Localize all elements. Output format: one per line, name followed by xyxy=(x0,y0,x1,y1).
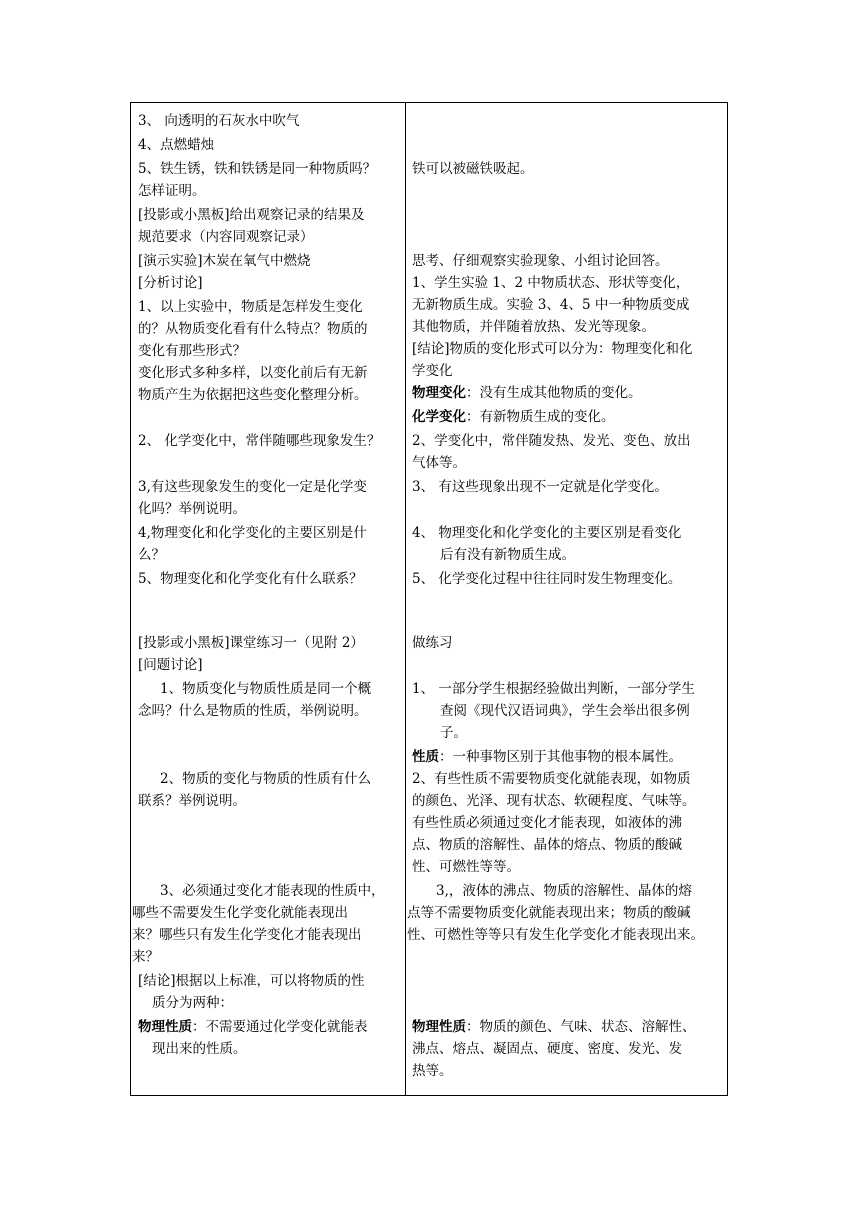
left-column-line xyxy=(138,1018,368,1036)
left-column-line xyxy=(138,500,246,518)
line-text: 1、 一部分学生根据经验做出判断，一部分学生 xyxy=(412,681,695,697)
line-text: 1、以上实验中，物质是怎样发生变化 xyxy=(138,299,363,315)
line-text: 性、可燃性等等。 xyxy=(412,859,520,875)
term-label: 物理性质 xyxy=(412,1019,466,1035)
line-text: ：不需要通过化学变化就能表 xyxy=(192,1019,368,1035)
line-text: ：没有生成其他物质的变化。 xyxy=(466,385,642,401)
line-text: 3、 向透明的石灰水中吹气 xyxy=(138,113,300,129)
right-column-line xyxy=(412,454,466,472)
left-column-line xyxy=(138,112,299,130)
left-column-line xyxy=(138,656,203,674)
left-column-line xyxy=(152,1040,247,1058)
line-text: 有些性质必须通过变化才能表现，如液体的沸 xyxy=(412,815,682,831)
left-column-line xyxy=(138,524,367,542)
line-text: 哪些不需要发生化学变化就能表现出 xyxy=(132,905,348,921)
right-column-line xyxy=(440,724,467,742)
term-label: 化学变化 xyxy=(412,409,466,425)
left-column-line xyxy=(138,364,368,382)
line-text: 2、学变化中，常伴随发热、发光、变色、放出 xyxy=(412,433,691,449)
line-text: 3、必须通过变化才能表现的性质中， xyxy=(160,883,385,899)
line-text: [分析讨论] xyxy=(138,275,203,291)
right-column-line xyxy=(412,770,691,788)
line-text: 热等。 xyxy=(412,1063,453,1079)
left-column-line xyxy=(132,926,362,944)
left-column-line xyxy=(138,478,367,496)
line-text: ：有新物质生成的变化。 xyxy=(466,409,615,425)
line-text: 思考、仔细观察实验现象、小组讨论回答。 xyxy=(412,253,669,269)
left-column-line xyxy=(138,274,203,292)
line-text: 5、物理变化和化学变化有什么联系？ xyxy=(138,571,363,587)
line-text: 联系？举例说明。 xyxy=(138,793,246,809)
term-label: 性质 xyxy=(412,749,439,765)
left-column-line xyxy=(138,206,365,224)
line-text: [结论]根据以上标准，可以将物质的性 xyxy=(138,973,365,989)
line-text: 子。 xyxy=(440,725,467,741)
line-text: 2、 化学变化中，常伴随哪些现象发生？ xyxy=(138,433,381,449)
line-text: 怎样证明。 xyxy=(138,183,206,199)
column-divider xyxy=(405,103,406,1095)
left-column-line xyxy=(138,320,368,338)
line-text: 变化形式多种多样，以变化前后有无新 xyxy=(138,365,368,381)
left-column-line xyxy=(132,948,159,966)
left-column-line xyxy=(160,770,371,788)
right-column-line xyxy=(407,904,691,922)
line-text: ：物质的颜色、气味、状态、溶解性、 xyxy=(466,1019,696,1035)
right-column-line xyxy=(412,252,669,270)
line-text: 气体等。 xyxy=(412,455,466,471)
left-column-line xyxy=(138,160,376,178)
right-column-line xyxy=(412,570,681,588)
line-text: 物质产生为依据把这些变化整理分析。 xyxy=(138,387,368,403)
line-text: 性、可燃性等等只有发生化学变化才能表现出来。 xyxy=(407,927,704,943)
left-column-line xyxy=(160,680,371,698)
right-column-line xyxy=(412,384,642,402)
left-column-line xyxy=(152,994,233,1012)
line-text: [问题讨论] xyxy=(138,657,203,673)
line-text: 做练习 xyxy=(412,635,453,651)
left-column-line xyxy=(138,570,363,588)
left-column-line xyxy=(138,182,206,200)
line-text: 化吗？举例说明。 xyxy=(138,501,246,517)
right-column-line xyxy=(412,680,695,698)
left-column-line xyxy=(138,634,364,652)
line-text: 点、物质的溶解性、晶体的熔点、物质的酸碱 xyxy=(412,837,682,853)
right-column-line xyxy=(412,524,681,542)
line-text: 1、学生实验 1、2 中物质状态、形状等变化， xyxy=(412,275,690,291)
right-column-line xyxy=(412,478,668,496)
left-column-line xyxy=(138,702,368,720)
line-text: 点等不需要物质变化就能表现出来；物质的酸碱 xyxy=(407,905,691,921)
left-column-line xyxy=(138,136,214,154)
line-text: [演示实验]木炭在氧气中燃烧 xyxy=(138,253,311,269)
line-text: ：一种事物区别于其他事物的根本属性。 xyxy=(439,749,682,765)
line-text: [投影或小黑板]课堂练习一（见附 2） xyxy=(138,635,364,651)
line-text: 来？哪些只有发生化学变化才能表现出 xyxy=(132,927,362,943)
right-column-line xyxy=(440,702,690,720)
line-text: 的？从物质变化看有什么特点？物质的 xyxy=(138,321,368,337)
line-text: 学变化 xyxy=(412,363,453,379)
right-column-line xyxy=(412,318,655,336)
line-text: 2、有些性质不需要物质变化就能表现，如物质 xyxy=(412,771,691,787)
left-column-line xyxy=(138,792,246,810)
line-text: 5、 化学变化过程中往往同时发生物理变化。 xyxy=(412,571,682,587)
line-text: 的颜色、光泽、现有状态、软硬程度、气味等。 xyxy=(412,793,696,809)
right-column-line xyxy=(412,748,682,766)
line-text: 变化有那些形式？ xyxy=(138,343,246,359)
line-text: 后有没有新物质生成。 xyxy=(440,547,575,563)
line-text: 3,，液体的沸点、物质的溶解性、晶体的熔 xyxy=(436,883,692,899)
right-column-line xyxy=(412,362,453,380)
left-column-line xyxy=(138,972,365,990)
line-text: 无新物质生成。实验 3、4、5 中一种物质变成 xyxy=(412,297,690,313)
line-text: 么？ xyxy=(138,547,165,563)
left-column-line xyxy=(138,298,363,316)
term-label: 物理变化 xyxy=(412,385,466,401)
right-column-line xyxy=(412,836,682,854)
left-column-line xyxy=(132,904,348,922)
line-text: 现出来的性质。 xyxy=(152,1041,247,1057)
right-column-line xyxy=(412,1062,453,1080)
right-column-line xyxy=(436,882,692,900)
line-text: 5、铁生锈，铁和铁锈是同一种物质吗？ xyxy=(138,161,377,177)
right-column-line xyxy=(412,340,693,358)
line-text: 4,物理变化和化学变化的主要区别是什 xyxy=(138,525,367,541)
line-text: 3、 有这些现象出现不一定就是化学变化。 xyxy=(412,479,668,495)
right-column-line xyxy=(412,432,691,450)
line-text: 质分为两种： xyxy=(152,995,233,1011)
right-column-line xyxy=(412,274,689,292)
right-column-line xyxy=(412,296,689,314)
right-column-line xyxy=(407,926,704,944)
left-column-line xyxy=(160,882,385,900)
left-column-line xyxy=(138,386,368,404)
line-text: 查阅《现代汉语词典》，学生会举出很多例 xyxy=(440,703,690,719)
line-text: 沸点、熔点、凝固点、硬度、密度、发光、发 xyxy=(412,1041,682,1057)
line-text: 4、点燃蜡烛 xyxy=(138,137,215,153)
line-text: 念吗？什么是物质的性质，举例说明。 xyxy=(138,703,368,719)
right-column-line xyxy=(412,792,696,810)
line-text: 3,有这些现象发生的变化一定是化学变 xyxy=(138,479,367,495)
left-column-line xyxy=(138,342,246,360)
right-column-line xyxy=(412,858,520,876)
line-text: 来？ xyxy=(132,949,159,965)
right-column-line xyxy=(412,1040,682,1058)
right-column-line xyxy=(440,546,575,564)
left-column-line xyxy=(138,432,380,450)
line-text: 其他物质，并伴随着放热、发光等现象。 xyxy=(412,319,655,335)
right-column-line xyxy=(412,634,453,652)
right-column-line xyxy=(412,160,534,178)
line-text: [结论]物质的变化形式可以分为：物理变化和化 xyxy=(412,341,693,357)
right-column-line xyxy=(412,814,682,832)
right-column-line xyxy=(412,1018,696,1036)
left-column-line xyxy=(138,546,165,564)
line-text: 4、 物理变化和化学变化的主要区别是看变化 xyxy=(412,525,682,541)
left-column-line xyxy=(138,228,314,246)
left-column-line xyxy=(138,252,311,270)
line-text: 2、物质的变化与物质的性质有什么 xyxy=(160,771,372,787)
line-text: 铁可以被磁铁吸起。 xyxy=(412,161,534,177)
line-text: [投影或小黑板]给出观察记录的结果及 xyxy=(138,207,365,223)
line-text: 规范要求（内容同观察记录） xyxy=(138,229,314,245)
right-column-line xyxy=(412,408,615,426)
line-text: 1、物质变化与物质性质是同一个概 xyxy=(160,681,372,697)
term-label: 物理性质 xyxy=(138,1019,192,1035)
